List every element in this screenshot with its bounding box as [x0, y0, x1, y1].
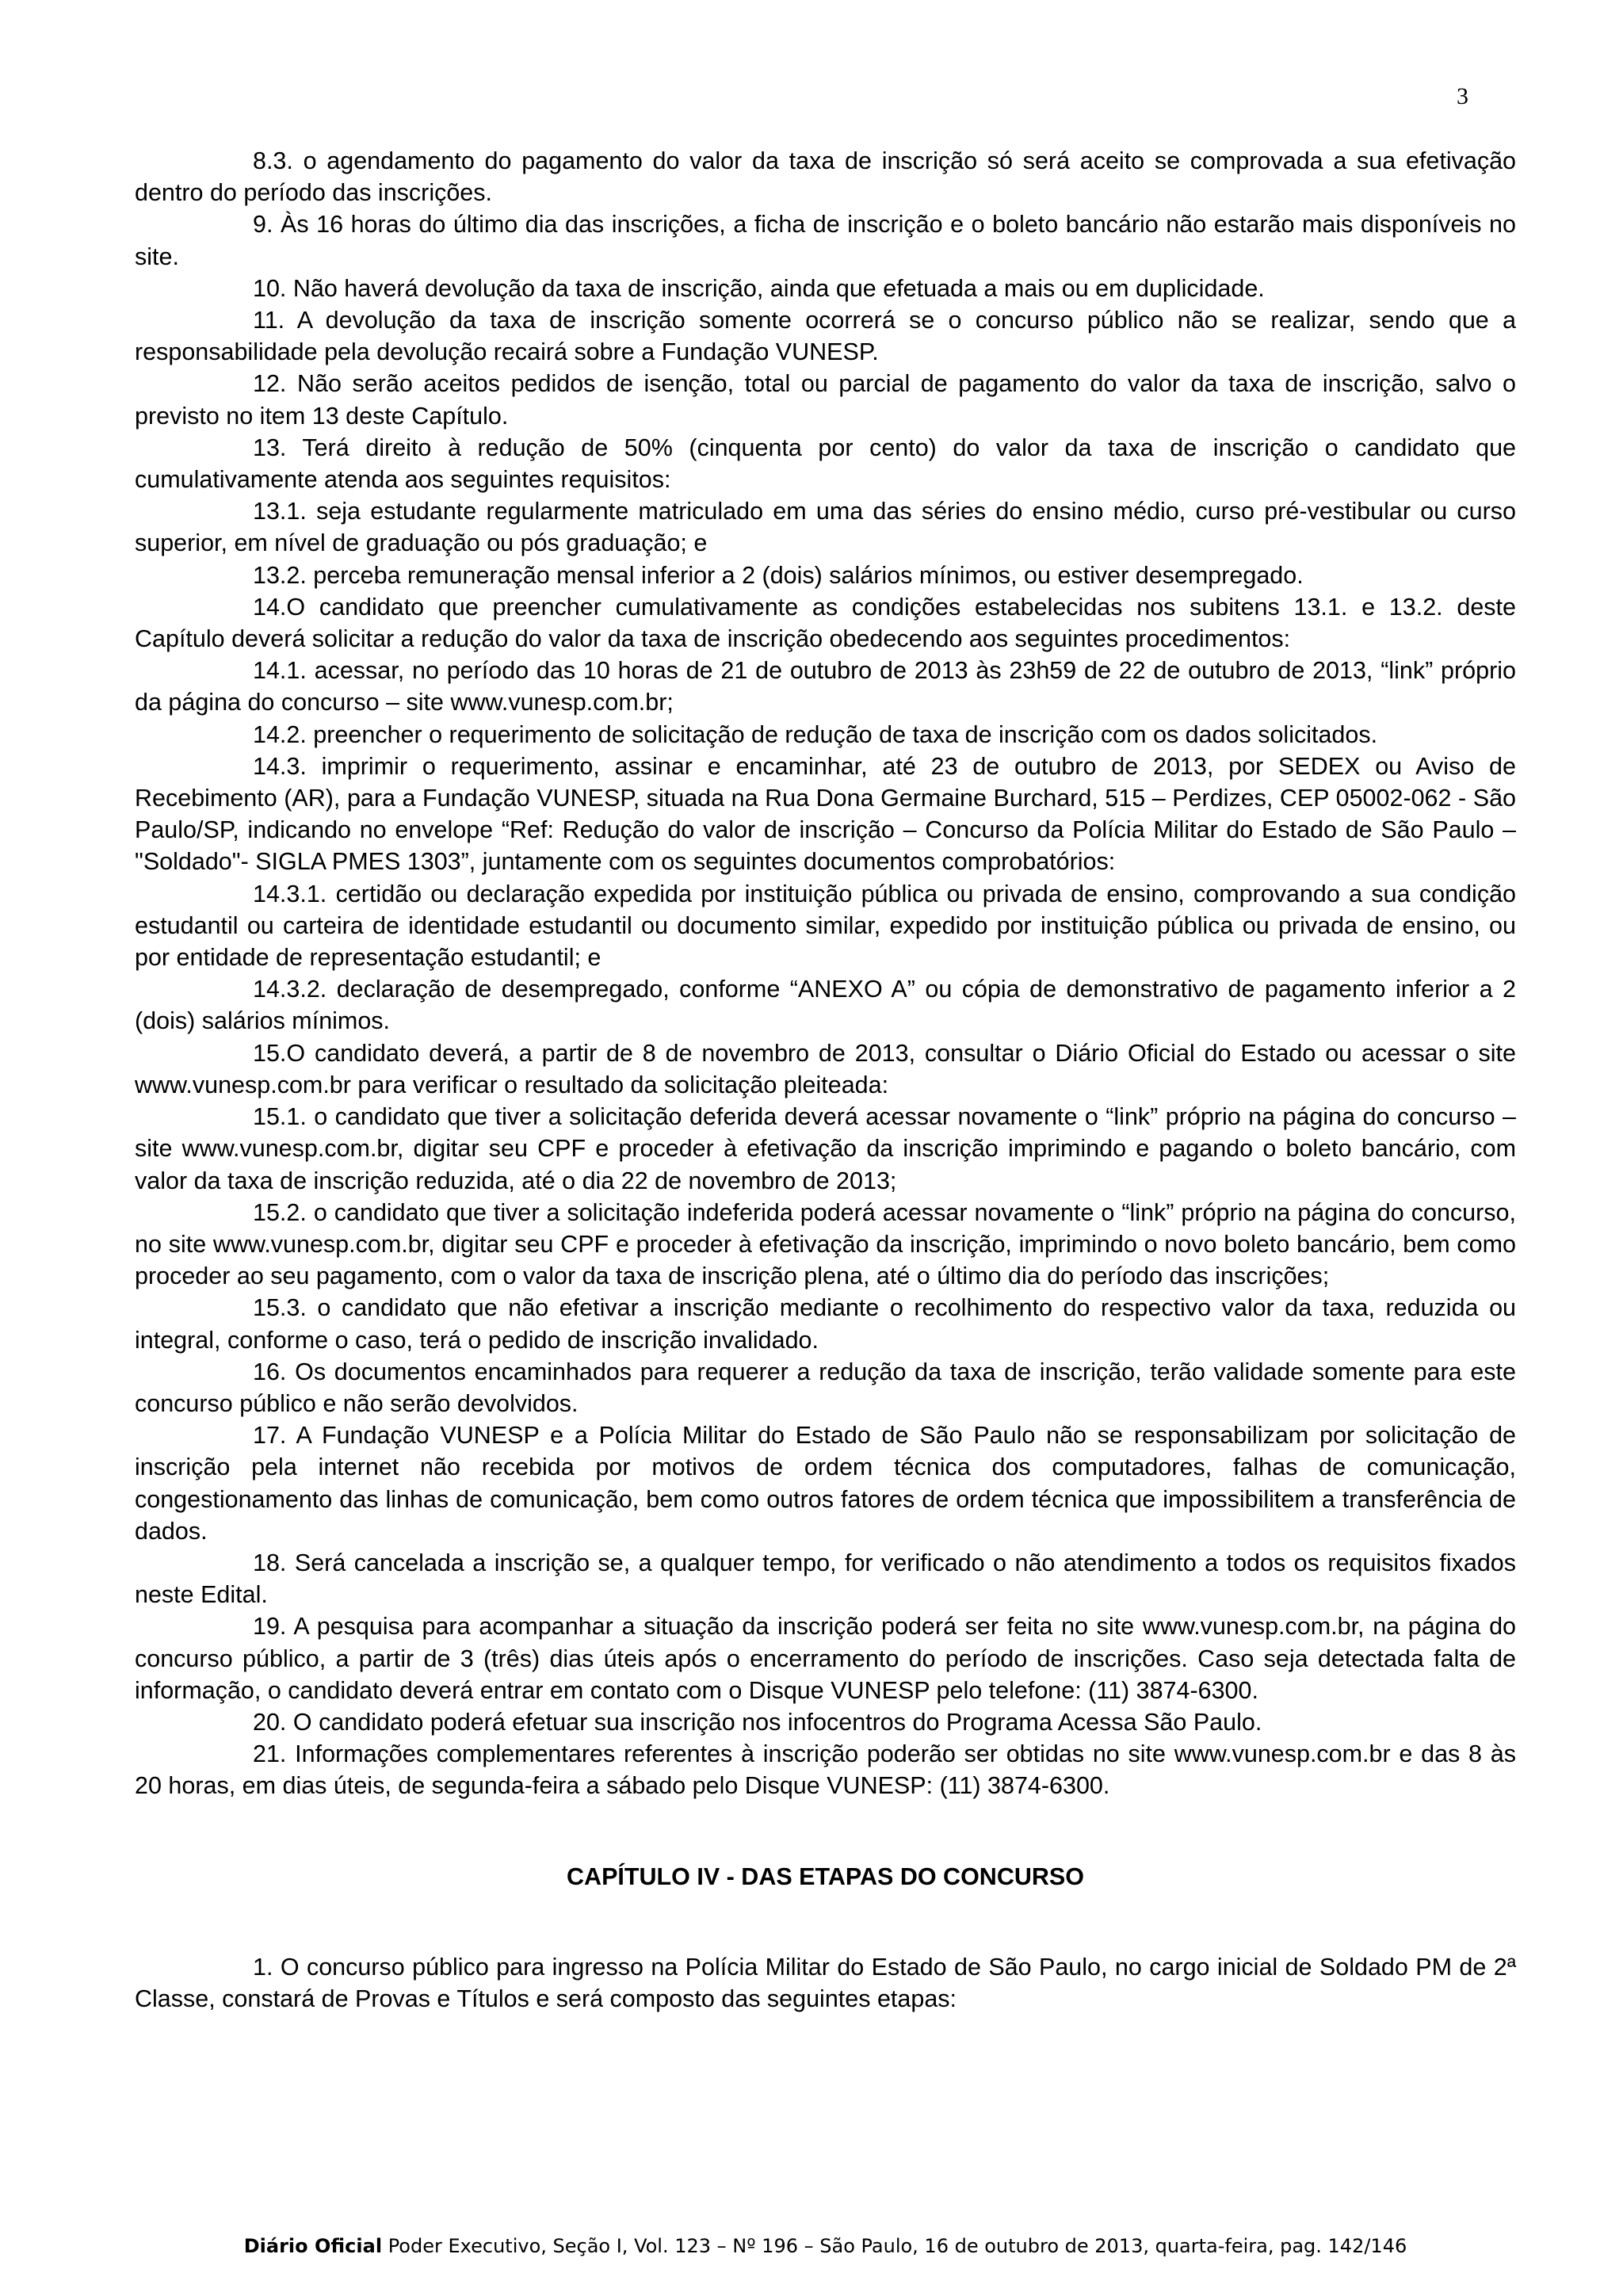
paragraph-14-1: 14.1. acessar, no período das 10 horas de 21 de outubro de 2013 às 23h59 de 22 de outubro de 2013, “link” próprio da página do concurso – site www.vunesp.com.br;: [135, 657, 1516, 716]
page-footer: [135, 2235, 1516, 2257]
paragraph-15-2: 15.2. o candidato que tiver a solicitação indeferida poderá acessar novamente o “link” próprio na página do concurso, no site www.vunesp.com.br, digitar seu CPF e proceder à efetivação da inscrição, imprimindo o novo boleto bancário, bem como proceder ao seu pagamento, com o valor da taxa de inscrição plena, até o último dia do período das inscrições;: [135, 1198, 1516, 1290]
paragraph-20: 20. O candidato poderá efetuar sua inscrição nos infocentros do Programa Acessa São Paulo.: [253, 1708, 1262, 1736]
paragraph-15-3: 15.3. o candidato que não efetivar a inscrição mediante o recolhimento do respectivo valor da taxa, reduzida ou integral, conforme o caso, terá o pedido de inscrição invalidado.: [135, 1294, 1516, 1354]
paragraph-19: 19. A pesquisa para acompanhar a situação da inscrição poderá ser feita no site www.vunesp.com.br, na página do concurso público, a partir de 3 (três) dias úteis após o encerramento do período de inscrições. Caso seja detectada falta de informação, o candidato deverá entrar em contato com o Disque VUNESP pelo telefone: (11) 3874-6300.: [135, 1613, 1516, 1704]
footer-details: Poder Executivo, Seção I, Vol. 123 – Nº 196 – São Paulo, 16 de outubro de 2013, quarta-feira, pag. 142/146: [382, 2235, 1407, 2257]
paragraph-14-2: 14.2. preencher o requerimento de solicitação de redução de taxa de inscrição com os dados solicitados.: [253, 720, 1378, 748]
paragraph-17: 17. A Fundação VUNESP e a Polícia Militar do Estado de São Paulo não se responsabilizam por solicitação de inscrição pela internet não recebida por motivos de ordem técnica dos computadores, falhas de comunicação, congestionamento das linhas de comunicação, bem como outros fatores de ordem técnica que impossibilitem a transferência de dados.: [135, 1422, 1516, 1545]
paragraph-16: 16. Os documentos encaminhados para requerer a redução da taxa de inscrição, terão validade somente para este concurso público e não serão devolvidos.: [135, 1358, 1516, 1417]
paragraph-8-3: 8.3. o agendamento do pagamento do valor da taxa de inscrição só será aceito se comprovada a sua efetivação dentro do período das inscrições.: [135, 147, 1516, 207]
paragraph-18: 18. Será cancelada a inscrição se, a qualquer tempo, for verificado o não atendimento a todos os requisitos fixados neste Edital.: [135, 1549, 1516, 1609]
paragraph-13-2: 13.2. perceba remuneração mensal inferior a 2 (dois) salários mínimos, ou estiver desempregado.: [253, 561, 1304, 589]
paragraph-14: 14.O candidato que preencher cumulativamente as condições estabelecidas nos subitens 13.1. e 13.2. deste Capítulo deverá solicitar a redução do valor da taxa de inscrição obedecendo aos seguintes procedimentos:: [135, 593, 1516, 653]
paragraph-15-1: 15.1. o candidato que tiver a solicitação deferida deverá acessar novamente o “link” próprio na página do concurso – site www.vunesp.com.br, digitar seu CPF e proceder à efetivação da inscrição imprimindo e pagando o boleto bancário, com valor da taxa de inscrição reduzida, até o dia 22 de novembro de 2013;: [135, 1103, 1516, 1194]
paragraph-14-3: 14.3. imprimir o requerimento, assinar e encaminhar, até 23 de outubro de 2013, por SEDEX ou Aviso de Recebimento (AR), para a Fundação VUNESP, situada na Rua Dona Germaine Burchard, 515 – Perdizes, CEP 05002-062 - São Paulo/SP, indicando no envelope “Ref: Redução do valor de inscrição – Concurso da Polícia Militar do Estado de São Paulo – "Soldado"- SIGLA PMES 1303”, juntamente com os seguintes documentos comprobatórios:: [135, 752, 1516, 876]
paragraph-21: 21. Informações complementares referentes à inscrição poderão ser obtidas no site www.vunesp.com.br e das 8 às 20 horas, em dias úteis, de segunda-feira a sábado pelo Disque VUNESP: (11) 3874-6300.: [135, 1740, 1516, 1800]
paragraph-13-1: 13.1. seja estudante regularmente matriculado em uma das séries do ensino médio, curso pré-vestibular ou curso superior, em nível de graduação ou pós graduação; e: [135, 498, 1516, 557]
paragraph-15: 15.O candidato deverá, a partir de 8 de novembro de 2013, consultar o Diário Oficial do Estado ou acessar o site www.vunesp.com.br para verificar o resultado da solicitação pleiteada:: [135, 1039, 1516, 1098]
chapter-heading: CAPÍTULO IV - DAS ETAPAS DO CONCURSO: [567, 1862, 1084, 1890]
page-number: 3: [1457, 83, 1468, 109]
paragraph-11: 11. A devolução da taxa de inscrição somente ocorrerá se o concurso público não se realizar, sendo que a responsabilidade pela devolução recairá sobre a Fundação VUNESP.: [135, 307, 1516, 366]
paragraph-10: 10. Não haverá devolução da taxa de inscrição, ainda que efetuada a mais ou em duplicidade.: [253, 274, 1265, 302]
footer-publication: Diário Oficial: [243, 2235, 383, 2257]
paragraph-13: 13. Terá direito à redução de 50% (cinquenta por cento) do valor da taxa de inscrição o candidato que cumulativamente atenda aos seguintes requisitos:: [135, 434, 1516, 494]
paragraph-14-3-1: 14.3.1. certidão ou declaração expedida por instituição pública ou privada de ensino, comprovando a sua condição estudantil ou carteira de identidade estudantil ou documento similar, expedido por instituição pública ou privada de ensino, ou por entidade de representação estudantil; e: [135, 880, 1516, 972]
paragraph-14-3-2: 14.3.2. declaração de desempregado, conforme “ANEXO A” ou cópia de demonstrativo de pagamento inferior a 2 (dois) salários mínimos.: [135, 976, 1516, 1035]
paragraph-12: 12. Não serão aceitos pedidos de isenção, total ou parcial de pagamento do valor da taxa de inscrição, salvo o previsto no item 13 deste Capítulo.: [135, 370, 1516, 430]
paragraph-9: 9. Às 16 horas do último dia das inscrições, a ficha de inscrição e o boleto bancário não estarão mais disponíveis no site.: [135, 211, 1516, 270]
document-body: [135, 145, 1516, 2015]
chapter-paragraph-1: 1. O concurso público para ingresso na Polícia Militar do Estado de São Paulo, no cargo inicial de Soldado PM de 2ª Classe, constará de Provas e Títulos e será composto das seguintes etapas:: [135, 1953, 1516, 2012]
